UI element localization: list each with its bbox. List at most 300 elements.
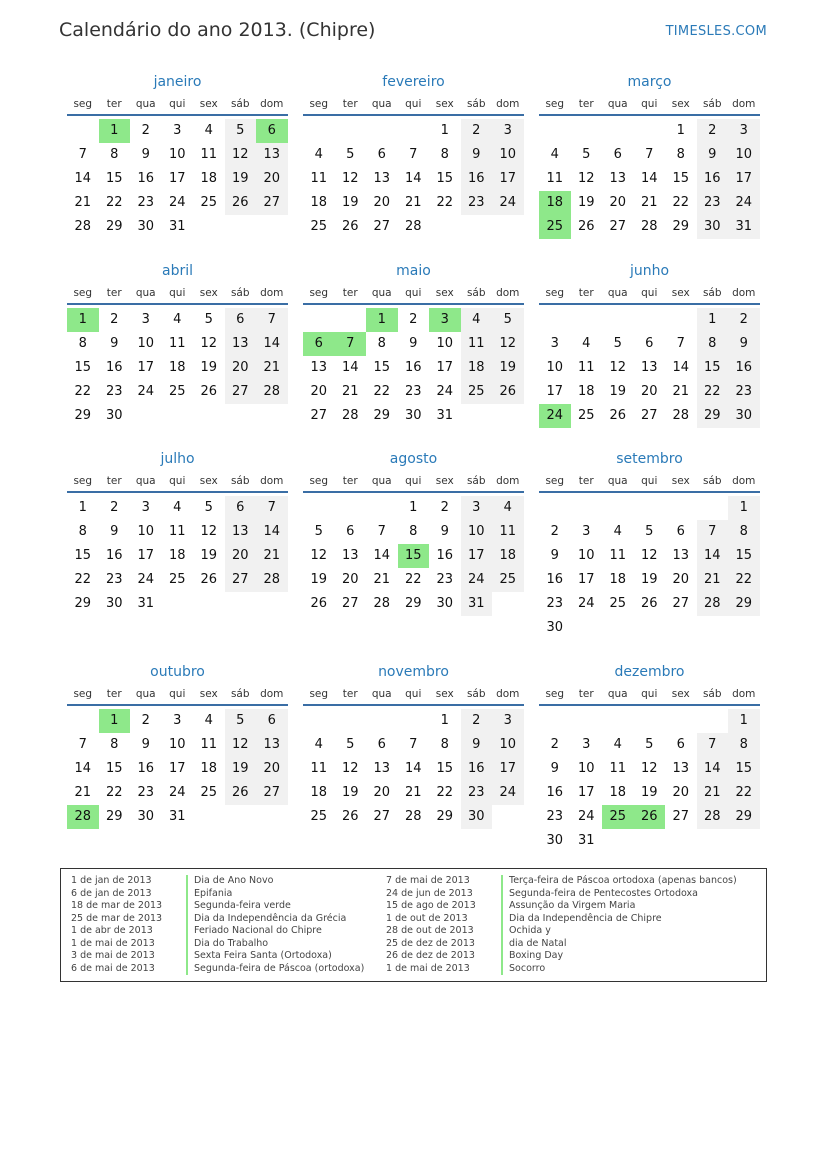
weekday-label: sáb <box>702 688 722 700</box>
day-cell: 11 <box>609 761 627 776</box>
empty-day-cell <box>602 308 634 332</box>
day-cell: 11 <box>200 147 218 162</box>
day-cell: 25 <box>461 380 493 404</box>
day-cell: 20 <box>256 757 288 781</box>
day-cell: 3 <box>141 500 150 515</box>
empty-day-cell <box>335 308 367 332</box>
weekday-label: sáb <box>466 287 486 299</box>
day-cell: 12 <box>640 548 658 563</box>
weekday-label: qui <box>641 475 658 487</box>
day-cell: 26 <box>200 384 218 399</box>
day-cell: 22 <box>436 195 454 210</box>
day-cell: 15 <box>436 761 454 776</box>
day-cell: 27 <box>373 809 391 824</box>
day-cell: 9 <box>110 336 119 351</box>
day-cell: 2 <box>697 119 729 143</box>
empty-day-cell <box>697 496 729 520</box>
holiday-name: Assunção da Virgem Maria <box>509 900 636 911</box>
day-cell: 27 <box>609 219 627 234</box>
day-cell: 22 <box>404 572 422 587</box>
day-cell: 23 <box>461 781 493 805</box>
empty-day-cell <box>571 496 603 520</box>
weekday-label: qua <box>607 688 628 700</box>
day-cell: 24 <box>168 785 186 800</box>
empty-day-cell <box>665 308 697 332</box>
weekday-header <box>303 285 524 305</box>
day-cell: 13 <box>373 171 391 186</box>
holiday-date: 25 de mar de 2013 <box>71 912 163 924</box>
day-cell: 17 <box>728 167 760 191</box>
day-cell: 16 <box>461 167 493 191</box>
day-cell: 27 <box>341 596 359 611</box>
day-cell: 22 <box>697 380 729 404</box>
weekday-label: dom <box>732 688 756 700</box>
day-cell: 12 <box>341 171 359 186</box>
holiday-marker <box>186 938 188 951</box>
day-grid <box>539 709 760 853</box>
day-cell: 24 <box>577 809 595 824</box>
day-cell: 28 <box>341 408 359 423</box>
day-cell: 9 <box>550 761 559 776</box>
weekday-label: qua <box>607 287 628 299</box>
day-cell: 1 <box>728 496 760 520</box>
day-grid <box>67 308 288 428</box>
holiday-day-cell: 25 <box>539 215 571 239</box>
empty-day-cell <box>303 709 335 733</box>
day-grid <box>67 496 288 616</box>
day-cell: 12 <box>640 761 658 776</box>
weekday-label: seg <box>309 688 329 700</box>
day-cell: 24 <box>137 572 155 587</box>
day-grid <box>67 709 288 829</box>
weekday-label: dom <box>260 688 284 700</box>
holiday-date: 6 de mai de 2013 <box>71 962 155 974</box>
day-cell: 23 <box>697 191 729 215</box>
empty-day-cell <box>335 119 367 143</box>
day-cell: 19 <box>577 195 595 210</box>
empty-day-cell <box>665 709 697 733</box>
weekday-header <box>67 473 288 493</box>
day-cell: 26 <box>200 572 218 587</box>
weekday-label: qua <box>135 98 156 110</box>
day-cell: 10 <box>168 737 186 752</box>
day-cell: 23 <box>105 384 123 399</box>
day-cell: 2 <box>728 308 760 332</box>
holiday-date: 28 de out de 2013 <box>386 925 474 936</box>
weekday-label: qua <box>607 475 628 487</box>
weekday-label: seg <box>545 475 565 487</box>
day-cell: 18 <box>310 785 328 800</box>
holiday-marker <box>186 963 188 976</box>
weekday-label: sáb <box>230 98 250 110</box>
day-cell: 3 <box>461 496 493 520</box>
weekday-label: dom <box>496 688 520 700</box>
day-cell: 24 <box>137 384 155 399</box>
day-cell: 31 <box>728 215 760 239</box>
day-cell: 10 <box>168 147 186 162</box>
empty-day-cell <box>634 119 666 143</box>
day-cell: 13 <box>225 520 257 544</box>
day-cell: 17 <box>492 167 524 191</box>
day-cell: 24 <box>168 195 186 210</box>
day-cell: 8 <box>377 336 386 351</box>
day-cell: 2 <box>461 119 493 143</box>
day-cell: 2 <box>141 713 150 728</box>
holiday-name: Socorro <box>509 962 546 974</box>
day-cell: 4 <box>314 737 323 752</box>
day-cell: 11 <box>546 171 564 186</box>
month-name: outubro <box>150 664 205 680</box>
holiday-date: 1 de mai de 2013 <box>386 962 470 974</box>
day-cell: 31 <box>137 596 155 611</box>
day-cell: 19 <box>341 195 359 210</box>
day-cell: 8 <box>78 336 87 351</box>
day-cell: 18 <box>200 761 218 776</box>
weekday-label: qua <box>607 98 628 110</box>
holiday-name: Segunda-feira de Páscoa (ortodoxa) <box>194 962 365 974</box>
day-cell: 18 <box>609 785 627 800</box>
day-cell: 30 <box>137 809 155 824</box>
day-cell: 28 <box>697 805 729 829</box>
holiday-marker <box>186 913 188 926</box>
weekday-label: sex <box>671 98 690 110</box>
day-cell: 4 <box>492 496 524 520</box>
day-cell: 30 <box>105 596 123 611</box>
weekday-label: qui <box>405 475 422 487</box>
month-name: maio <box>396 263 431 279</box>
holiday-marker <box>501 925 503 938</box>
day-cell: 29 <box>105 809 123 824</box>
day-cell: 21 <box>404 785 422 800</box>
weekday-header <box>67 285 288 305</box>
day-cell: 15 <box>105 761 123 776</box>
holiday-name: Dia da Independência da Grécia <box>194 912 347 924</box>
day-cell: 13 <box>672 548 690 563</box>
day-cell: 14 <box>256 332 288 356</box>
weekday-label: sex <box>199 475 218 487</box>
holiday-day-cell: 1 <box>366 308 398 332</box>
holiday-day-cell: 1 <box>99 709 131 733</box>
holiday-day-cell: 6 <box>303 332 335 356</box>
day-cell: 3 <box>550 336 559 351</box>
day-cell: 23 <box>461 191 493 215</box>
day-cell: 11 <box>168 336 186 351</box>
holiday-day-cell: 28 <box>67 805 99 829</box>
day-cell: 29 <box>373 408 391 423</box>
day-cell: 16 <box>137 761 155 776</box>
day-cell: 9 <box>409 336 418 351</box>
day-cell: 9 <box>697 143 729 167</box>
day-cell: 13 <box>672 761 690 776</box>
weekday-label: dom <box>496 287 520 299</box>
day-cell: 6 <box>377 737 386 752</box>
empty-day-cell <box>398 709 430 733</box>
day-cell: 30 <box>728 404 760 428</box>
day-cell: 28 <box>640 219 658 234</box>
day-cell: 21 <box>256 356 288 380</box>
day-cell: 30 <box>105 408 123 423</box>
weekday-label: seg <box>309 98 329 110</box>
weekday-label: sáb <box>702 98 722 110</box>
day-cell: 16 <box>546 785 564 800</box>
weekday-header <box>303 473 524 493</box>
empty-day-cell <box>67 709 99 733</box>
day-cell: 12 <box>225 733 257 757</box>
day-grid <box>539 308 760 428</box>
weekday-label: sex <box>199 688 218 700</box>
weekday-label: sex <box>435 475 454 487</box>
day-cell: 4 <box>204 123 213 138</box>
day-cell: 28 <box>74 219 92 234</box>
day-cell: 10 <box>461 520 493 544</box>
day-cell: 10 <box>436 336 454 351</box>
day-cell: 14 <box>74 171 92 186</box>
holiday-date: 18 de mar de 2013 <box>71 900 163 911</box>
day-grid <box>67 119 288 239</box>
day-cell: 3 <box>492 709 524 733</box>
day-cell: 27 <box>256 781 288 805</box>
day-cell: 15 <box>728 757 760 781</box>
day-cell: 1 <box>676 123 685 138</box>
empty-day-cell <box>335 496 367 520</box>
weekday-label: dom <box>496 98 520 110</box>
day-cell: 27 <box>640 408 658 423</box>
month-julho <box>67 449 288 616</box>
day-cell: 3 <box>728 119 760 143</box>
holiday-name: Terça-feira de Páscoa ortodoxa (apenas bancos) <box>509 875 737 886</box>
day-grid <box>539 496 760 640</box>
day-cell: 5 <box>204 500 213 515</box>
weekday-label: qua <box>135 287 156 299</box>
day-cell: 21 <box>672 384 690 399</box>
day-grid <box>303 308 524 428</box>
holiday-name: Dia da Independência de Chipre <box>509 912 662 924</box>
day-cell: 17 <box>461 544 493 568</box>
holiday-marker <box>501 900 503 913</box>
day-cell: 7 <box>256 308 288 332</box>
month-name: dezembro <box>614 664 685 680</box>
empty-day-cell <box>366 709 398 733</box>
month-name: junho <box>629 263 670 279</box>
weekday-label: seg <box>73 98 93 110</box>
day-cell: 27 <box>225 568 257 592</box>
holiday-entry <box>71 925 364 938</box>
holiday-marker <box>186 888 188 901</box>
weekday-label: dom <box>260 98 284 110</box>
day-cell: 13 <box>341 548 359 563</box>
holiday-date: 25 de dez de 2013 <box>386 937 475 949</box>
holiday-name: Boxing Day <box>509 950 564 961</box>
day-cell: 2 <box>440 500 449 515</box>
day-cell: 6 <box>377 147 386 162</box>
empty-day-cell <box>634 496 666 520</box>
day-cell: 19 <box>225 167 257 191</box>
holiday-name: dia de Natal <box>509 937 567 949</box>
day-cell: 27 <box>256 191 288 215</box>
weekday-label: qua <box>135 688 156 700</box>
holiday-marker <box>501 875 503 888</box>
day-cell: 5 <box>225 119 257 143</box>
day-cell: 4 <box>550 147 559 162</box>
day-cell: 2 <box>110 312 119 327</box>
day-cell: 7 <box>377 524 386 539</box>
day-cell: 9 <box>141 147 150 162</box>
day-cell: 2 <box>461 709 493 733</box>
empty-day-cell <box>303 119 335 143</box>
holiday-list-right <box>386 875 737 975</box>
holiday-entry <box>71 938 364 951</box>
day-cell: 23 <box>546 809 564 824</box>
day-cell: 7 <box>697 520 729 544</box>
day-cell: 29 <box>74 596 92 611</box>
weekday-label: qui <box>405 287 422 299</box>
weekday-label: sex <box>435 287 454 299</box>
day-cell: 19 <box>200 548 218 563</box>
holiday-entry <box>386 888 737 901</box>
day-grid <box>303 709 524 829</box>
day-cell: 28 <box>672 408 690 423</box>
day-cell: 24 <box>461 568 493 592</box>
month-agosto <box>303 449 524 616</box>
weekday-label: qui <box>169 688 186 700</box>
holiday-day-cell: 6 <box>256 119 288 143</box>
weekday-label: qua <box>371 98 392 110</box>
holiday-name: Segunda-feira verde <box>194 900 291 911</box>
empty-day-cell <box>602 709 634 733</box>
holiday-date: 6 de jan de 2013 <box>71 887 152 899</box>
day-cell: 16 <box>697 167 729 191</box>
day-cell: 5 <box>613 336 622 351</box>
day-cell: 15 <box>105 171 123 186</box>
weekday-label: sáb <box>230 287 250 299</box>
day-cell: 19 <box>341 785 359 800</box>
weekday-label: sáb <box>702 475 722 487</box>
day-cell: 18 <box>577 384 595 399</box>
day-cell: 29 <box>728 805 760 829</box>
day-cell: 14 <box>672 360 690 375</box>
day-cell: 6 <box>225 496 257 520</box>
day-cell: 21 <box>697 781 729 805</box>
day-cell: 18 <box>168 360 186 375</box>
day-cell: 4 <box>582 336 591 351</box>
day-cell: 17 <box>546 384 564 399</box>
day-cell: 14 <box>697 757 729 781</box>
weekday-label: sex <box>671 287 690 299</box>
weekday-label: dom <box>260 475 284 487</box>
day-cell: 11 <box>168 524 186 539</box>
day-cell: 25 <box>492 568 524 592</box>
day-cell: 25 <box>310 219 328 234</box>
day-cell: 15 <box>728 544 760 568</box>
day-cell: 12 <box>225 143 257 167</box>
weekday-label: ter <box>342 287 358 299</box>
holiday-entry <box>71 950 364 963</box>
day-cell: 11 <box>200 737 218 752</box>
day-cell: 14 <box>373 548 391 563</box>
day-cell: 19 <box>640 785 658 800</box>
weekday-label: qui <box>641 287 658 299</box>
page-title: Calendário do ano 2013. (Chipre) <box>59 19 376 41</box>
weekday-header <box>303 686 524 706</box>
weekday-label: sáb <box>466 98 486 110</box>
day-cell: 17 <box>137 548 155 563</box>
day-cell: 14 <box>74 761 92 776</box>
day-cell: 12 <box>200 524 218 539</box>
day-grid <box>539 119 760 239</box>
day-cell: 30 <box>546 833 564 848</box>
holiday-entry <box>386 875 737 888</box>
holiday-date: 24 de jun de 2013 <box>386 887 473 899</box>
day-cell: 6 <box>676 737 685 752</box>
day-cell: 7 <box>78 147 87 162</box>
month-maio <box>303 261 524 428</box>
holiday-name: Sexta Feira Santa (Ortodoxa) <box>194 950 332 961</box>
day-cell: 11 <box>609 548 627 563</box>
weekday-label: ter <box>106 287 122 299</box>
day-cell: 23 <box>105 572 123 587</box>
weekday-label: sex <box>199 287 218 299</box>
brand-link[interactable]: TIMESLES.COM <box>665 24 767 39</box>
month-name: janeiro <box>153 74 202 90</box>
day-cell: 13 <box>256 733 288 757</box>
day-cell: 7 <box>256 496 288 520</box>
day-cell: 20 <box>225 544 257 568</box>
day-cell: 25 <box>577 408 595 423</box>
day-cell: 2 <box>110 500 119 515</box>
day-cell: 1 <box>78 500 87 515</box>
day-cell: 28 <box>373 596 391 611</box>
weekday-label: dom <box>732 98 756 110</box>
weekday-label: sáb <box>702 287 722 299</box>
holiday-entry <box>71 900 364 913</box>
month-name: abril <box>161 263 193 279</box>
empty-day-cell <box>571 119 603 143</box>
day-cell: 3 <box>173 123 182 138</box>
holiday-marker <box>501 950 503 963</box>
weekday-label: qui <box>641 688 658 700</box>
empty-day-cell <box>303 308 335 332</box>
day-cell: 29 <box>436 809 454 824</box>
day-cell: 27 <box>373 219 391 234</box>
weekday-label: seg <box>73 688 93 700</box>
day-cell: 21 <box>640 195 658 210</box>
weekday-label: sáb <box>230 688 250 700</box>
day-cell: 8 <box>440 147 449 162</box>
holiday-name: Dia de Ano Novo <box>194 875 274 886</box>
day-cell: 10 <box>137 336 155 351</box>
day-cell: 19 <box>200 360 218 375</box>
weekday-label: ter <box>106 98 122 110</box>
empty-day-cell <box>539 496 571 520</box>
month-outubro <box>67 662 288 829</box>
month-novembro <box>303 662 524 829</box>
day-cell: 19 <box>492 356 524 380</box>
weekday-label: seg <box>73 475 93 487</box>
day-cell: 9 <box>141 737 150 752</box>
day-cell: 25 <box>200 785 218 800</box>
month-abril <box>67 261 288 428</box>
month-name: novembro <box>378 664 449 680</box>
weekday-header <box>539 96 760 116</box>
day-cell: 10 <box>577 761 595 776</box>
day-cell: 12 <box>200 336 218 351</box>
day-cell: 21 <box>697 568 729 592</box>
month-dezembro <box>539 662 760 853</box>
day-cell: 21 <box>404 195 422 210</box>
empty-day-cell <box>602 496 634 520</box>
weekday-header <box>539 285 760 305</box>
day-cell: 5 <box>645 524 654 539</box>
